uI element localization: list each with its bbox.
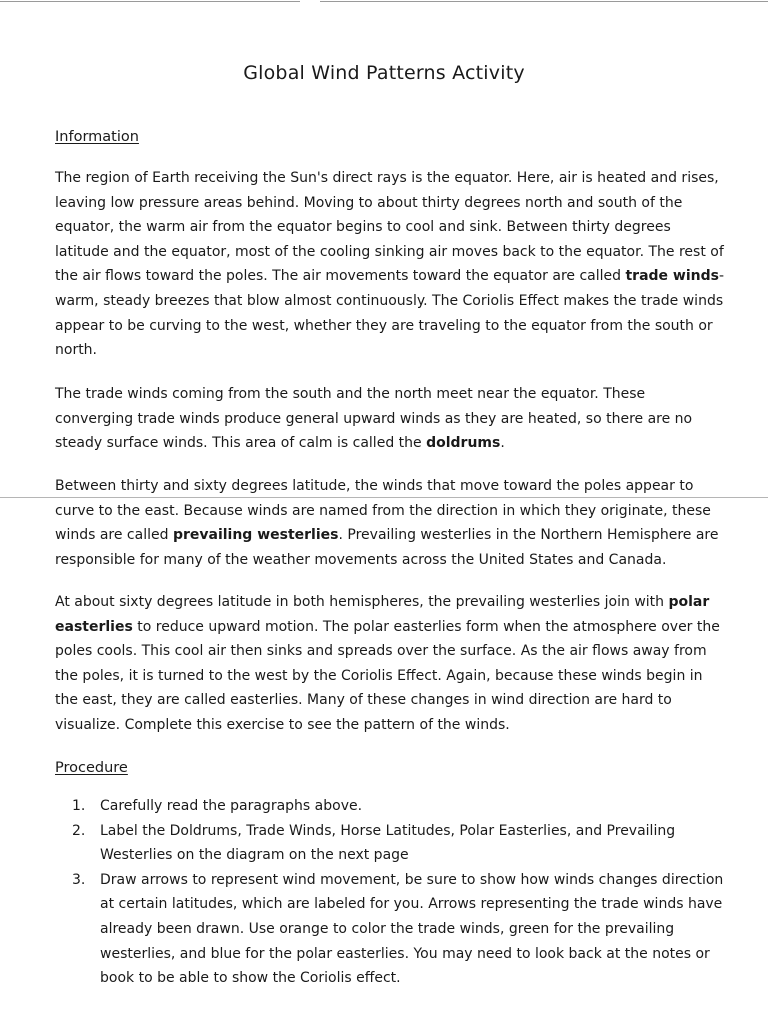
term-trade-winds: trade winds xyxy=(625,268,719,285)
paragraph-trade-winds xyxy=(55,166,727,363)
scan-line-top-right xyxy=(320,1,768,2)
paragraph-text: The trade winds coming from the south and the north meet near the equator. These converging trade winds produce general upward winds as they are heated, so there are no steady surface winds. This area of calm is called the xyxy=(55,386,693,452)
information-heading: Information xyxy=(55,129,139,145)
paragraph-text: . xyxy=(500,435,505,452)
procedure-step xyxy=(72,868,727,991)
paragraph-polar-easterlies xyxy=(55,590,727,738)
paragraph-westerlies xyxy=(55,474,727,572)
paragraph-text: . Prevailing westerlies in the Northern Hemisphere are responsible for many of the weather movements across the United States and Canada. xyxy=(55,527,719,568)
paragraph-doldrums xyxy=(55,382,727,456)
scan-line-top-left xyxy=(0,1,300,2)
paragraph-text: - warm, steady breezes that blow almost continuously. The Coriolis Effect makes the trade winds appear to be curving to the west, whether they are traveling to the equator from the south or north. xyxy=(55,268,725,359)
procedure-heading: Procedure xyxy=(55,760,128,776)
procedure-step xyxy=(72,794,727,819)
procedure-step xyxy=(72,819,727,868)
paragraph-text: The region of Earth receiving the Sun's direct rays is the equator. Here, air is heated and rises, leaving low pressure areas behind. Moving to about thirty degrees north and south of the equator, the warm air from the equator begins to cool and sink. Between thirty degrees latitude and the equator, most of the cooling sinking air moves back to the equator. The rest of the air flows toward the poles. The air movements toward the equator are called xyxy=(55,170,724,285)
paragraph-text: At about sixty degrees latitude in both hemispheres, the prevailing westerlies join with xyxy=(55,594,669,610)
paragraph-text: Between thirty and sixty degrees latitude, the winds that move toward the poles appear to curve to the east. Because winds are named from the direction in which they originate, these winds are called xyxy=(55,478,711,544)
step-number: 2. xyxy=(72,822,86,839)
step-text: Carefully read the paragraphs above. xyxy=(100,798,363,814)
step-text: Label the Doldrums, Trade Winds, Horse Latitudes, Polar Easterlies, and Prevailing Westerlies on the diagram on the next page xyxy=(100,822,676,864)
term-prevailing-westerlies: prevailing westerlies xyxy=(172,527,339,544)
term-polar-easterlies: polar easterlies xyxy=(55,594,710,635)
term-doldrums: doldrums xyxy=(426,435,501,452)
page-title: Global Wind Patterns Activity xyxy=(243,62,525,84)
procedure-steps xyxy=(72,794,727,991)
paragraph-text: to reduce upward motion. The polar easterlies form when the atmosphere over the poles cools. This cool air then sinks and spreads over the surface. As the air flows away from the poles, it is turned to the west by the Coriolis Effect. Again, because these winds begin in the east, they are called easterlies. Many of these changes in wind direction are hard to visualize. Complete this exercise to see the pattern of the winds. xyxy=(55,618,720,733)
step-number: 1. xyxy=(72,798,86,814)
step-number: 3. xyxy=(72,871,86,888)
step-text: Draw arrows to represent wind movement, be sure to show how winds changes direction at certain latitudes, which are labeled for you. Arrows representing the trade winds have already been drawn. Use orange to color the trade winds, green for the prevailing westerlies, and blue for the polar easterlies. You may need to look back at the notes or book to be able to show the Coriolis effect. xyxy=(100,871,724,987)
